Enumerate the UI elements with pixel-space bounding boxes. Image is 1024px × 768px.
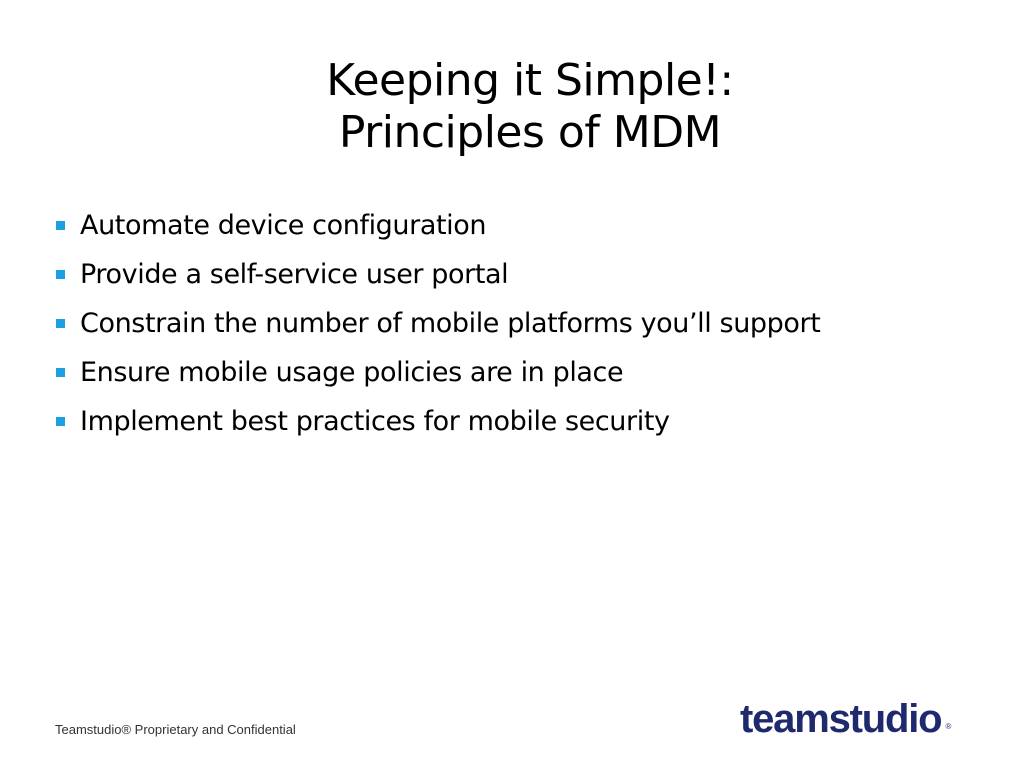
footer-confidential-text: Teamstudio® Proprietary and Confidential	[55, 722, 296, 737]
list-item	[56, 399, 820, 448]
square-bullet-icon	[56, 319, 65, 328]
list-item-text: Ensure mobile usage policies are in place	[80, 357, 624, 388]
list-item-text: Automate device configuration	[80, 210, 487, 241]
list-item-text: Provide a self-service user portal	[80, 259, 509, 290]
list-item	[56, 301, 820, 350]
list-item	[56, 203, 820, 252]
list-item	[56, 350, 820, 399]
square-bullet-icon	[56, 270, 65, 279]
teamstudio-logo	[740, 694, 952, 744]
slide-title-line-2: Principles of MDM	[338, 107, 722, 159]
square-bullet-icon	[56, 417, 65, 426]
list-item	[56, 252, 820, 301]
list-item-text: Constrain the number of mobile platforms you’ll support	[80, 308, 821, 339]
square-bullet-icon	[56, 368, 65, 377]
slide-title-line-1: Keeping it Simple!:	[326, 55, 734, 107]
bullet-list	[56, 203, 820, 448]
logo-wordmark: teamstudio	[740, 697, 942, 741]
slide-title	[250, 55, 810, 159]
logo-registered-mark: ®	[945, 722, 952, 731]
square-bullet-icon	[56, 221, 65, 230]
list-item-text: Implement best practices for mobile security	[80, 406, 670, 437]
